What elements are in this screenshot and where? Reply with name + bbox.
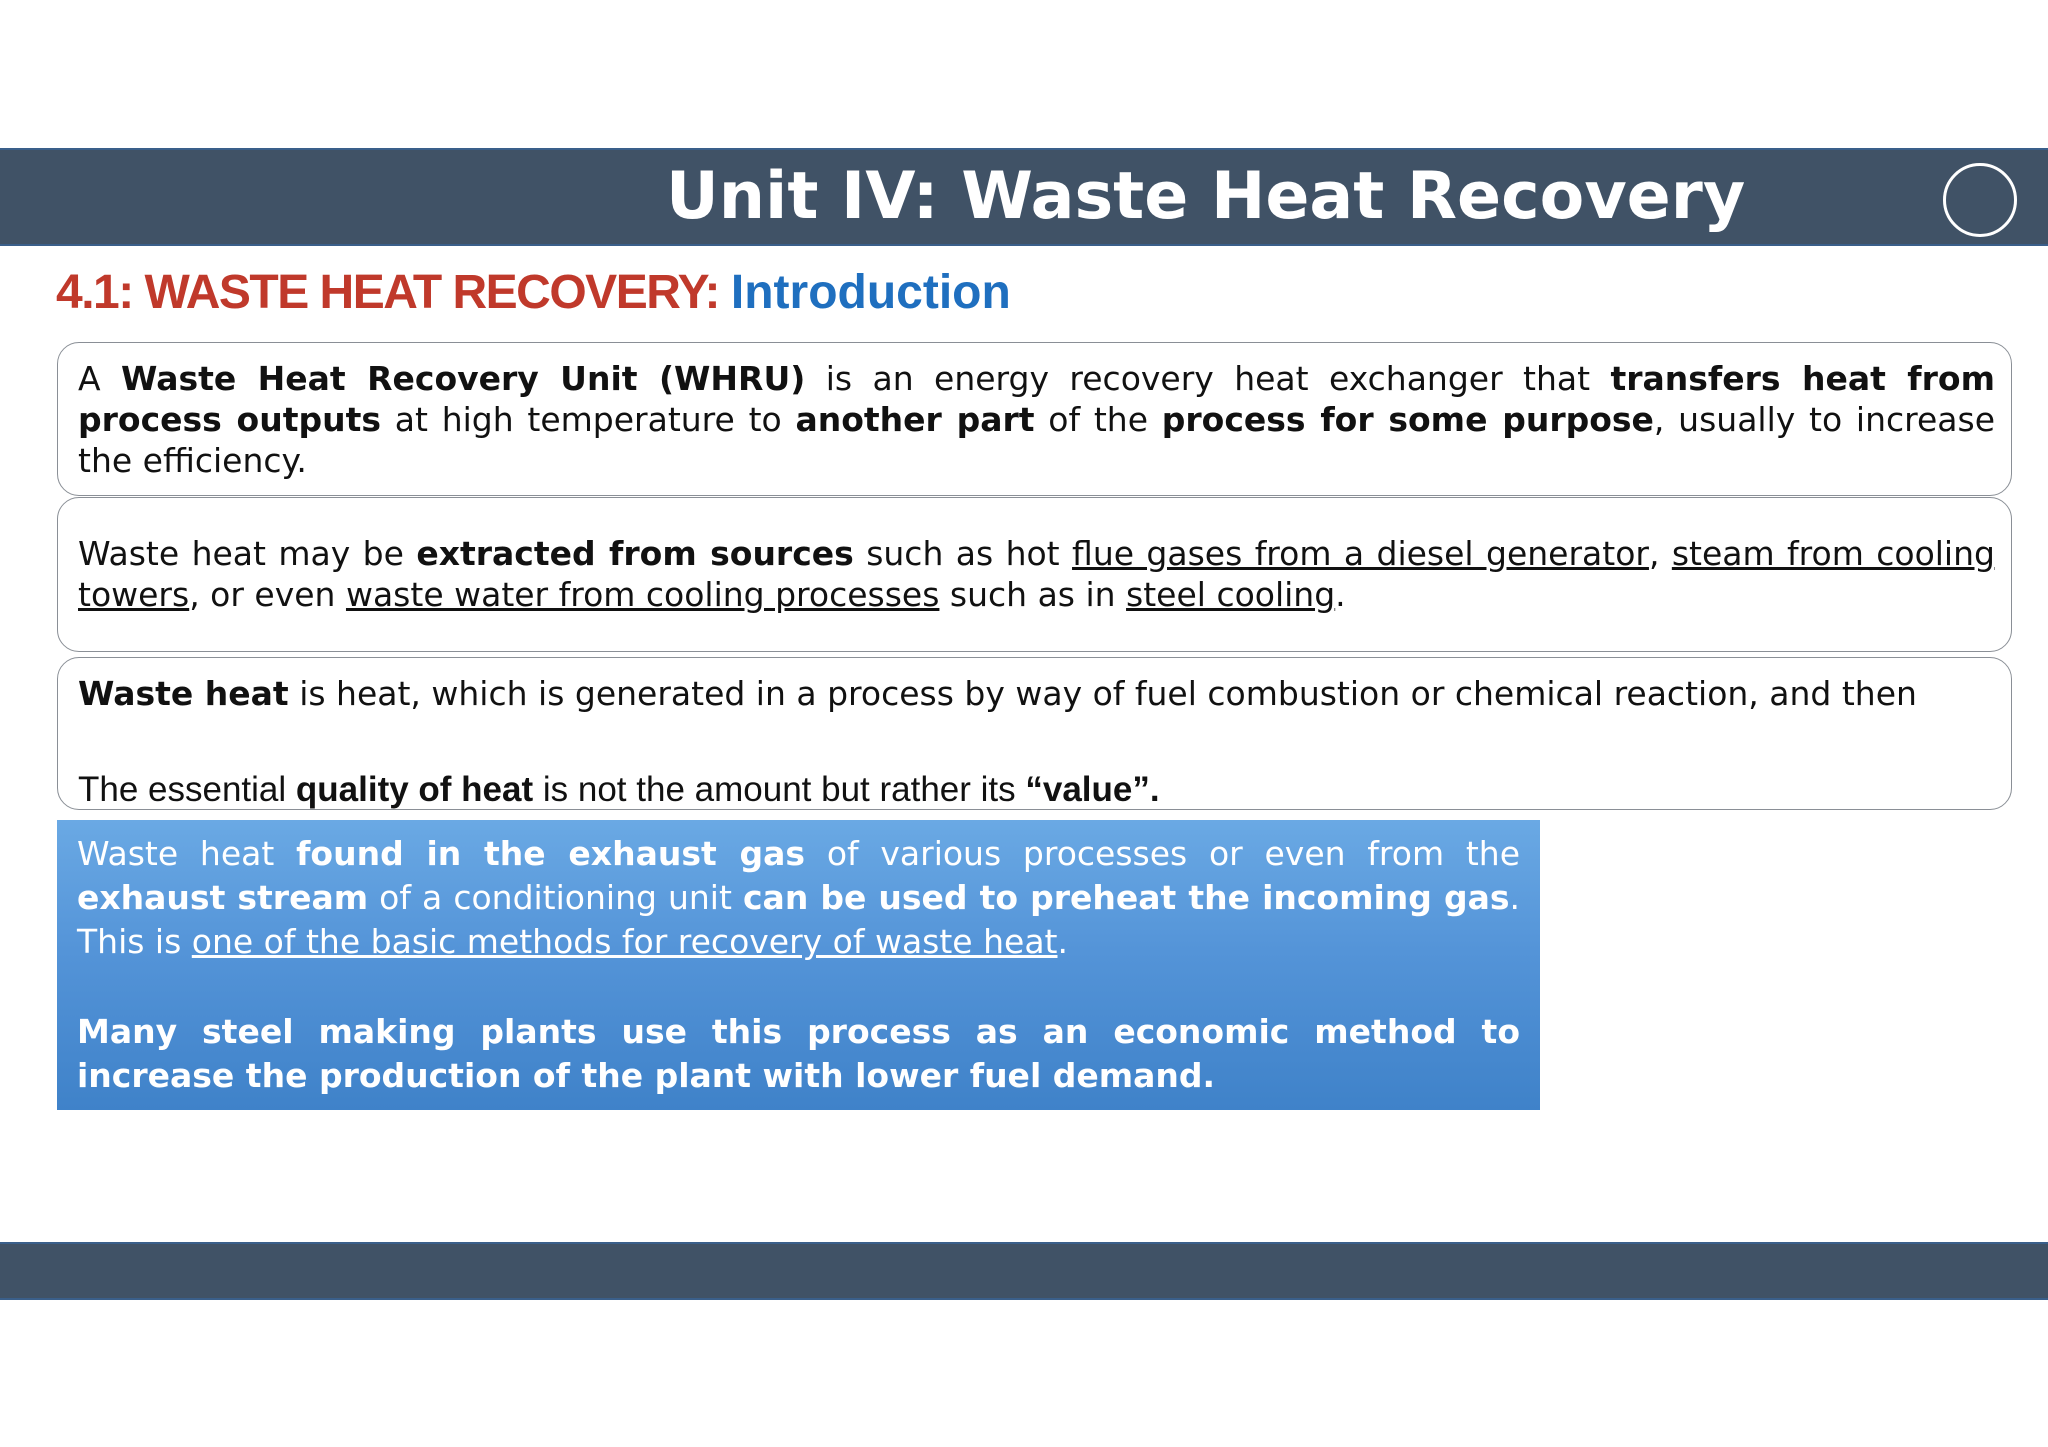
steel-plants-text: Many steel making plants use this process as an economic method to increase the production of the plant with lower fuel demand. xyxy=(77,1012,1520,1095)
definition-text xyxy=(78,358,1995,481)
section-number: 4.1: WASTE HEAT RECOVERY: xyxy=(56,266,720,319)
bold-text: Waste heat xyxy=(78,674,289,713)
text: is an energy recovery heat exchanger that xyxy=(805,359,1611,398)
text: . xyxy=(1057,922,1068,961)
title-bar xyxy=(0,148,2048,246)
underlined-text: waste water from cooling processes xyxy=(345,575,940,614)
text: such as in xyxy=(939,575,1127,614)
text: A xyxy=(78,359,121,398)
text: The essential xyxy=(78,770,296,809)
text: of various processes or even from the xyxy=(805,834,1521,873)
text: , usually to increase the efficiency. xyxy=(78,400,1996,480)
text: Waste heat xyxy=(77,834,297,873)
text: at high temperature to xyxy=(381,400,796,439)
section-heading xyxy=(56,262,1011,324)
footer-bar xyxy=(0,1242,2048,1300)
bold-text: exhaust stream xyxy=(77,878,369,917)
text: such as hot xyxy=(853,534,1073,573)
text: Waste heat may be xyxy=(78,534,417,573)
waste-heat-text xyxy=(78,673,1995,714)
sources-box xyxy=(57,497,2012,652)
text: . xyxy=(1335,575,1346,614)
bold-text: found in the exhaust gas xyxy=(296,834,806,873)
section-topic: Introduction xyxy=(730,266,1011,319)
circle-icon xyxy=(1943,163,2017,237)
definition-box xyxy=(57,342,2012,496)
text: , or even xyxy=(189,575,346,614)
underlined-text: flue gases from a diesel generator xyxy=(1072,534,1649,573)
exhaust-gas-text xyxy=(77,832,1520,964)
bold-text: process for some purpose xyxy=(1161,400,1654,439)
text: of a conditioning unit xyxy=(368,878,743,917)
bold-text: “value”. xyxy=(1025,770,1160,809)
quality-text xyxy=(78,769,1160,810)
bold-text: transfers heat from process outputs xyxy=(78,359,1995,439)
text: is not the amount but rather its xyxy=(533,770,1026,809)
underlined-text: steel cooling xyxy=(1126,575,1336,614)
bold-text: Waste Heat Recovery Unit (WHRU) xyxy=(120,359,806,398)
bold-text: can be used to preheat the incoming gas xyxy=(742,878,1510,917)
text: . This is xyxy=(77,878,1520,961)
bold-text: quality of heat xyxy=(295,770,534,809)
bold-text: another part xyxy=(795,400,1035,439)
text: is heat, which is generated in a process by way of fuel combustion or chemical reaction, and then xyxy=(288,674,1917,713)
sources-text xyxy=(78,533,1995,615)
exhaust-gas-panel xyxy=(57,820,1540,1110)
slide-title: Unit IV: Waste Heat Recovery xyxy=(666,159,1746,234)
text: of the xyxy=(1034,400,1162,439)
underlined-text: steam from cooling towers xyxy=(78,534,1995,614)
underlined-text: one of the basic methods for recovery of waste heat xyxy=(191,922,1058,961)
bold-text: extracted from sources xyxy=(416,534,854,573)
text: , xyxy=(1648,534,1672,573)
waste-heat-box xyxy=(57,657,2012,810)
